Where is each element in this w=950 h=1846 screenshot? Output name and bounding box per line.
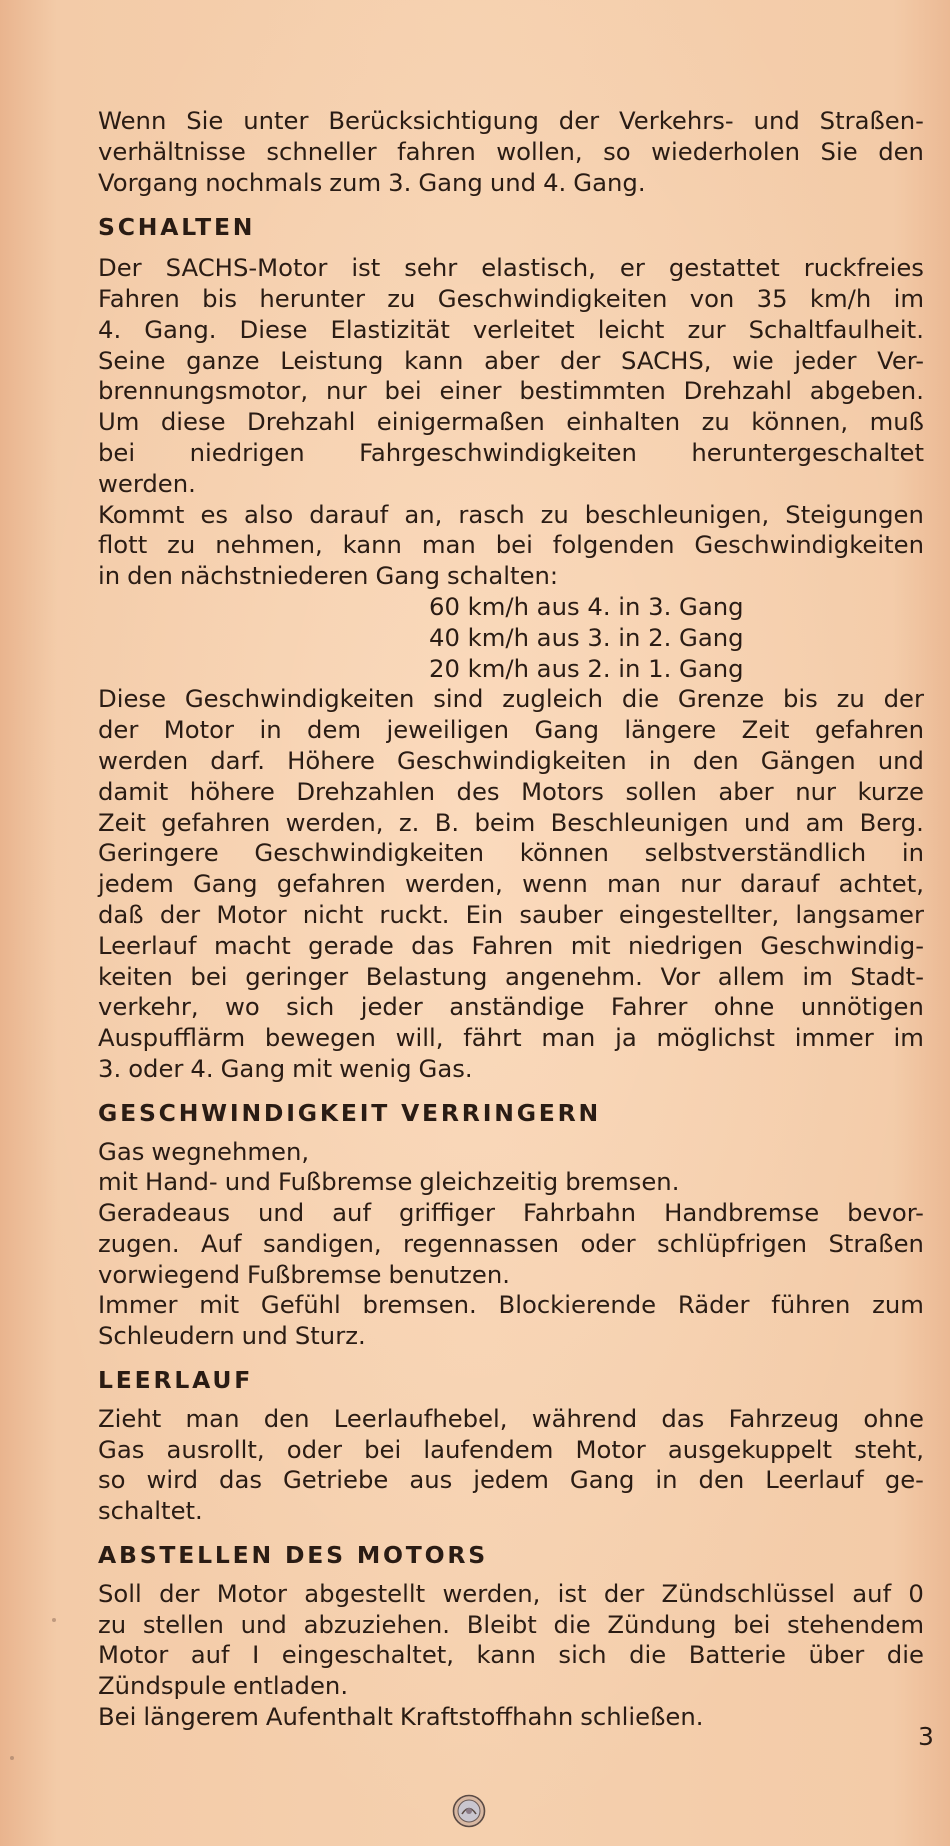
text-line: Wenn Sie unter Berücksichtigung der Verkehrs- und Straßen- — [98, 106, 924, 135]
text-line: damit höhere Drehzahlen des Motors sollen aber nur kurze — [98, 776, 924, 806]
text-line: Diese Geschwindigkeiten sind zugleich die Grenze bis zu der — [98, 684, 924, 714]
text-line: flott zu nehmen, kann man bei folgenden Geschwindigkeiten — [98, 530, 924, 560]
document-body — [98, 106, 924, 1733]
text-line: verhältnisse schneller fahren wollen, so wiederholen Sie den — [98, 136, 924, 166]
text-line: so wird das Getriebe aus jedem Gang in den Leerlauf ge- — [98, 1465, 924, 1495]
text-line: Soll der Motor abgestellt werden, ist der Zündschlüssel auf 0 — [98, 1578, 924, 1608]
text-line: bei niedrigen Fahrgeschwindigkeiten heruntergeschaltet — [98, 437, 924, 467]
text-line: Kommt es also darauf an, rasch zu beschleunigen, Steigungen — [98, 499, 924, 529]
text-line: Der SACHS-Motor ist sehr elastisch, er gestattet ruckfreies — [98, 253, 924, 283]
section-heading: SCHALTEN — [98, 213, 256, 242]
text-line: werden. — [98, 468, 196, 498]
text-line: in den nächstniederen Gang schalten: — [98, 561, 559, 591]
text-line: Zeit gefahren werden, z. B. beim Beschleunigen und am Berg. — [98, 807, 924, 837]
text-line: schaltet. — [98, 1496, 203, 1526]
section-heading: ABSTELLEN DES MOTORS — [98, 1541, 489, 1570]
text-line: vorwiegend Fußbremse benutzen. — [98, 1259, 510, 1289]
text-line: Gas ausrollt, oder bei laufendem Motor ausgekuppelt steht, — [98, 1434, 924, 1464]
text-line: der Motor in dem jeweiligen Gang längere Zeit gefahren — [98, 715, 924, 745]
section-heading: GESCHWINDIGKEIT VERRINGERN — [98, 1098, 602, 1127]
text-line: verkehr, wo sich jeder anständige Fahrer ohne unnötigen — [98, 992, 924, 1022]
text-line: Bei längerem Aufenthalt Kraftstoffhahn schließen. — [98, 1702, 704, 1732]
text-line: Immer mit Gefühl bremsen. Blockierende Räder führen zum — [98, 1290, 924, 1320]
text-line: werden darf. Höhere Geschwindigkeiten in den Gängen und — [98, 745, 924, 775]
text-line: Seine ganze Leistung kann aber der SACHS, wie jeder Ver- — [98, 345, 924, 375]
text-line: Leerlauf macht gerade das Fahren mit niedrigen Geschwindig- — [98, 930, 924, 960]
text-line: brennungsmotor, nur bei einer bestimmten Drehzahl abgeben. — [98, 376, 924, 406]
text-line: Zündspule entladen. — [98, 1671, 349, 1701]
text-line: Geradeaus und auf griffiger Fahrbahn Handbremse bevor- — [98, 1198, 924, 1228]
gear-speed-line: 60 km/h aus 4. in 3. Gang — [429, 591, 744, 621]
text-line: mit Hand- und Fußbremse gleichzeitig bremsen. — [98, 1167, 680, 1197]
text-line: Vorgang nochmals zum 3. Gang und 4. Gang. — [98, 167, 646, 197]
text-line: Fahren bis herunter zu Geschwindigkeiten von 35 km/h im — [98, 283, 924, 313]
text-line: 3. oder 4. Gang mit wenig Gas. — [98, 1053, 473, 1083]
page-number: 3 — [918, 1722, 934, 1751]
text-line: Motor auf I eingeschaltet, kann sich die Batterie über die — [98, 1640, 924, 1670]
paper-speck — [52, 1618, 56, 1622]
text-line: Um diese Drehzahl einigermaßen einhalten zu können, muß — [98, 407, 924, 437]
gear-speed-line: 40 km/h aus 3. in 2. Gang — [429, 622, 744, 652]
text-line: Zieht man den Leerlaufhebel, während das Fahrzeug ohne — [98, 1403, 924, 1433]
paper-speck — [10, 1756, 14, 1760]
gear-speed-line: 20 km/h aus 2. in 1. Gang — [429, 653, 744, 683]
text-line: Auspufflärm bewegen will, fährt man ja möglichst immer im — [98, 1023, 924, 1053]
sachs-logo-icon — [452, 1794, 486, 1828]
text-line: Geringere Geschwindigkeiten können selbstverständlich in — [98, 838, 924, 868]
text-line: daß der Motor nicht ruckt. Ein sauber eingestellter, langsamer — [98, 899, 924, 929]
text-line: zugen. Auf sandigen, regennassen oder schlüpfrigen Straßen — [98, 1228, 924, 1258]
text-line: zu stellen und abzuziehen. Bleibt die Zündung bei stehendem — [98, 1609, 924, 1639]
text-line: Gas wegnehmen, — [98, 1136, 310, 1166]
text-line: 4. Gang. Diese Elastizität verleitet leicht zur Schaltfaulheit. — [98, 314, 924, 344]
text-line: jedem Gang gefahren werden, wenn man nur darauf achtet, — [98, 869, 924, 899]
text-line: Schleudern und Sturz. — [98, 1321, 366, 1351]
section-heading: LEERLAUF — [98, 1366, 254, 1395]
text-line: keiten bei geringer Belastung angenehm. Vor allem im Stadt- — [98, 961, 924, 991]
